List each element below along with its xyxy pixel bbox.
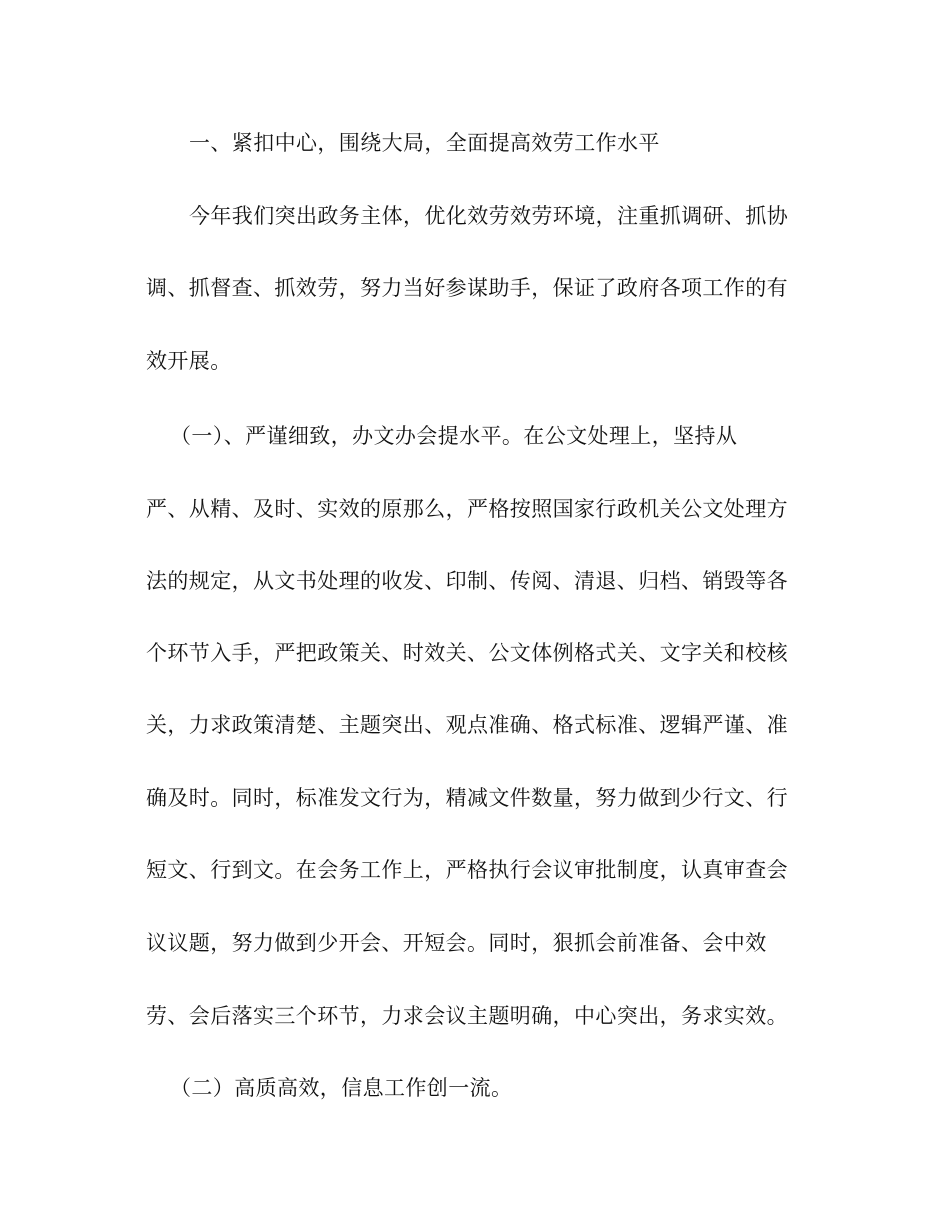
paragraph-1-line-3: 效开展。 bbox=[146, 349, 232, 373]
paragraph-2-line-4: 个环节入手，严把政策关、时效关、公文体例格式关、文字关和校核 bbox=[146, 641, 788, 665]
paragraph-2-line-9: 劳、会后落实三个环节，力求会议主题明确，中心突出，务求实效。 bbox=[146, 1004, 788, 1028]
paragraph-2-line-8: 议议题，努力做到少开会、开短会。同时，狠抓会前准备、会中效 bbox=[146, 931, 767, 955]
paragraph-1-line-1: 今年我们突出政务主体，优化效劳效劳环境，注重抓调研、抓协 bbox=[189, 204, 789, 228]
paragraph-2-line-3: 法的规定，从文书处理的收发、印制、传阅、清退、归档、销毁等各 bbox=[146, 569, 788, 593]
paragraph-2-line-2: 严、从精、及时、实效的原那么，严格按照国家行政机关公文处理方 bbox=[146, 497, 788, 521]
section-heading-1: 一、紧扣中心，围绕大局，全面提高效劳工作水平 bbox=[189, 131, 660, 155]
paragraph-2-line-5: 关，力求政策清楚、主题突出、观点准确、格式标准、逻辑严谨、准 bbox=[146, 713, 788, 737]
paragraph-2-line-7: 短文、行到文。在会务工作上，严格执行会议审批制度，认真审查会 bbox=[146, 858, 788, 882]
section-heading-2: （二）高质高效，信息工作创一流。 bbox=[170, 1076, 513, 1100]
paragraph-1-line-2: 调、抓督查、抓效劳，努力当好参谋助手，保证了政府各项工作的有 bbox=[146, 276, 788, 300]
paragraph-2-line-6: 确及时。同时，标准发文行为，精减文件数量，努力做到少行文、行 bbox=[146, 786, 788, 810]
paragraph-2-line-1: （一）、严谨细致，办文办会提水平。在公文处理上，坚持从 bbox=[170, 424, 738, 448]
